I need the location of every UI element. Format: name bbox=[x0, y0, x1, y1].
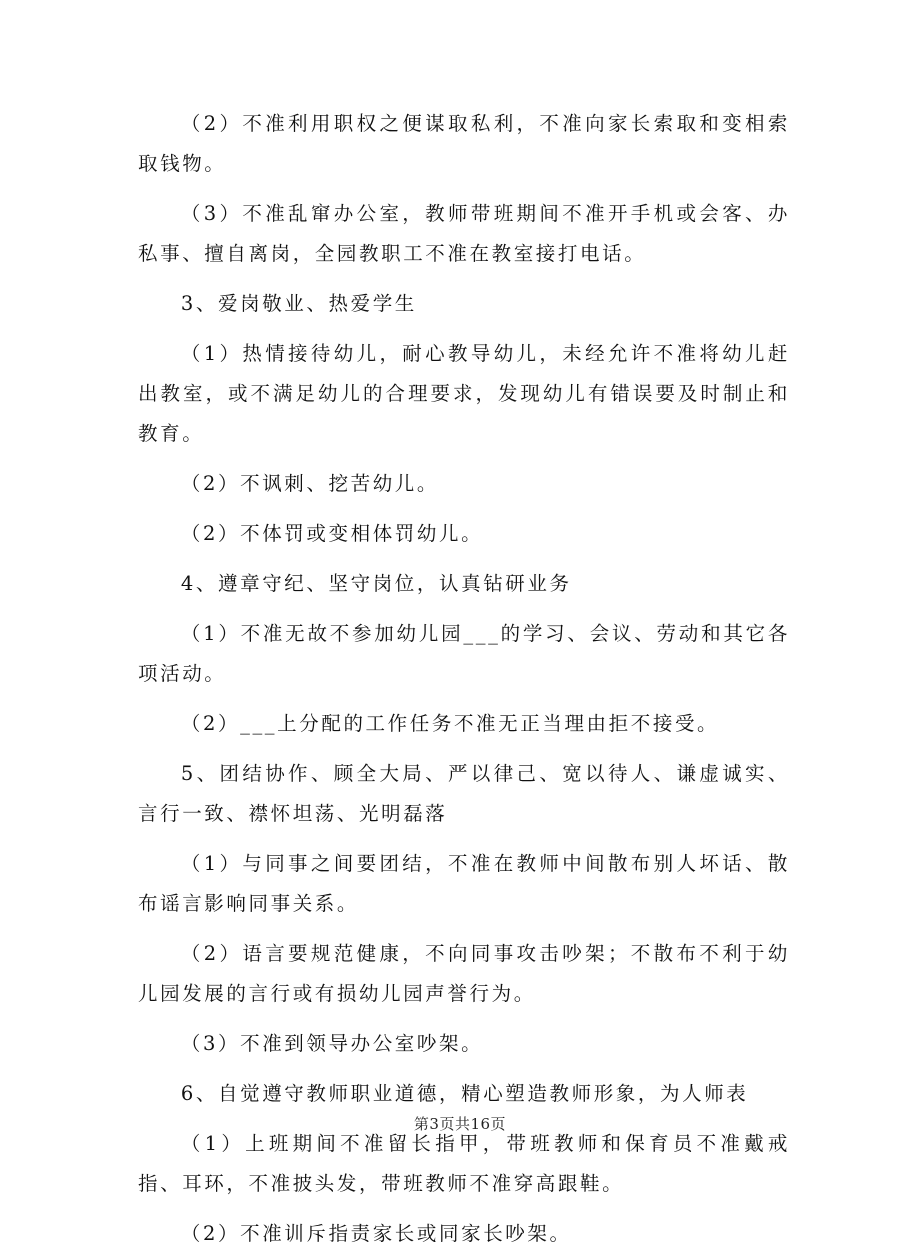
page-number-footer: 第3页共16页 bbox=[413, 1115, 507, 1133]
section-heading: 3、爱岗敬业、热爱学生 bbox=[180, 292, 417, 315]
paragraph: （3）不准到领导办公室吵架。 bbox=[180, 1032, 484, 1055]
document-body bbox=[138, 104, 790, 1254]
paragraph: （1）不准无故不参加幼儿园___的学习、会议、劳动和其它各项活动。 bbox=[138, 622, 790, 685]
paragraph: （1）上班期间不准留长指甲，带班教师和保育员不准戴戒指、耳环，不准披头发，带班教师不准穿高跟鞋。 bbox=[138, 1132, 790, 1195]
section-heading: 5、团结协作、顾全大局、严以律己、宽以待人、谦虚诚实、言行一致、襟怀坦荡、光明磊落 bbox=[138, 762, 790, 825]
paragraph: （1）与同事之间要团结，不准在教师中间散布别人坏话、散布谣言影响同事关系。 bbox=[138, 852, 790, 915]
paragraph: （2）不准利用职权之便谋取私利，不准向家长索取和变相索取钱物。 bbox=[138, 112, 790, 175]
paragraph: （1）热情接待幼儿，耐心教导幼儿，未经允许不准将幼儿赶出教室，或不满足幼儿的合理要求，发现幼儿有错误要及时制止和教育。 bbox=[138, 342, 790, 445]
paragraph: （2）不准训斥指责家长或同家长吵架。 bbox=[180, 1222, 572, 1245]
paragraph: （2）___上分配的工作任务不准无正当理由拒不接受。 bbox=[180, 712, 720, 735]
section-heading: 4、遵章守纪、坚守岗位，认真钻研业务 bbox=[180, 572, 572, 595]
paragraph: （2）语言要规范健康，不向同事攻击吵架；不散布不利于幼儿园发展的言行或有损幼儿园声誉行为。 bbox=[138, 942, 790, 1005]
paragraph: （2）不体罚或变相体罚幼儿。 bbox=[180, 522, 484, 545]
paragraph: （3）不准乱窜办公室，教师带班期间不准开手机或会客、办私事、擅自离岗，全园教职工不准在教室接打电话。 bbox=[138, 202, 790, 265]
paragraph: （2）不讽刺、挖苦幼儿。 bbox=[180, 472, 439, 495]
section-heading: 6、自觉遵守教师职业道德，精心塑造教师形象，为人师表 bbox=[180, 1082, 749, 1105]
